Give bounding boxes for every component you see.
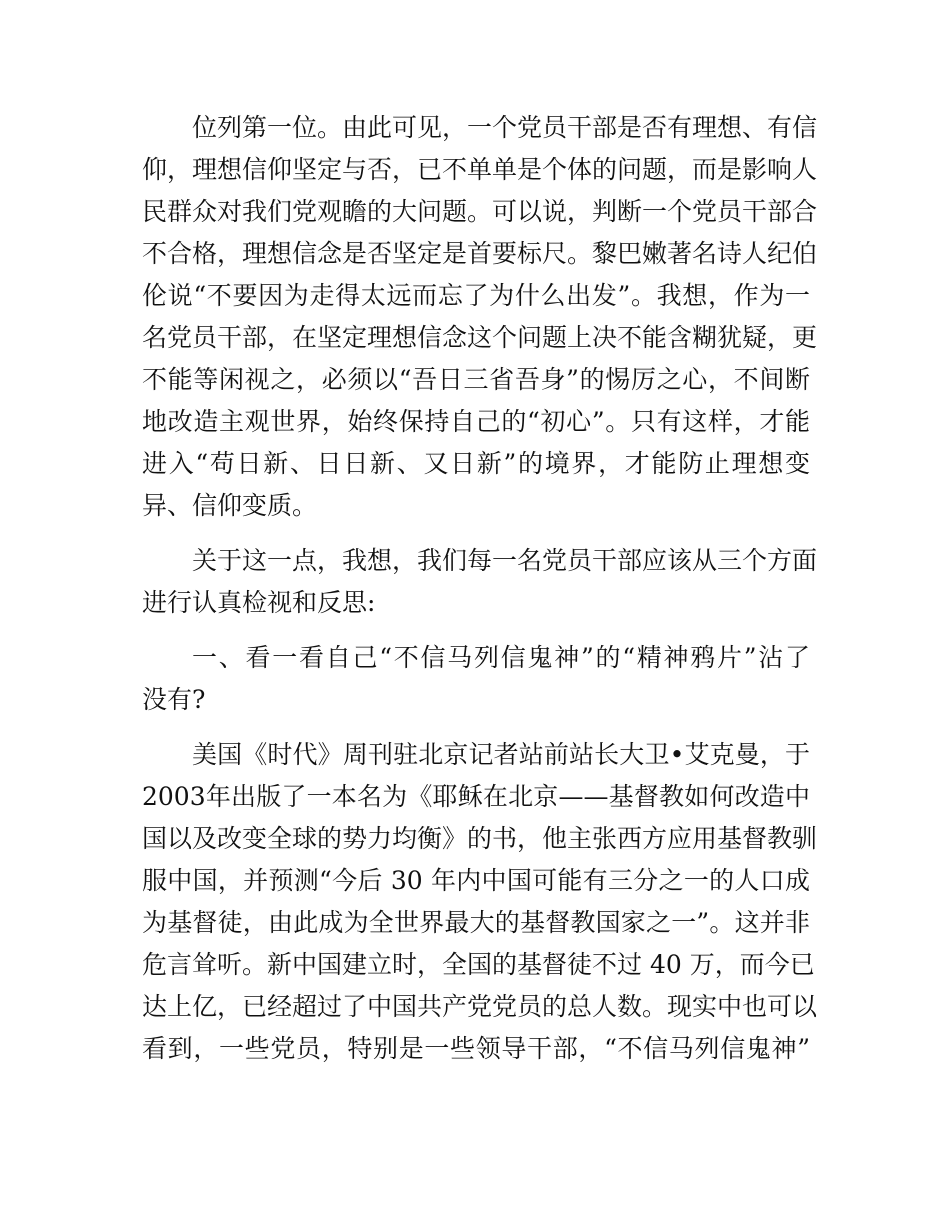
text-line: 名党员干部，在坚定理想信念这个问题上决不能含糊犹疑，更 [142,323,818,352]
text-line: 进行认真检视和反思: [142,588,376,617]
text-line: 看到，一些党员，特别是一些领导干部，“不信马列信鬼神” [142,1034,810,1063]
text-line: 地改造主观世界，始终保持自己的“初心”。只有这样，才能 [142,407,810,436]
text-line: 国以及改变全球的势力均衡》的书，他主张西方应用基督教驯 [142,824,818,853]
text-line: 民群众对我们党观瞻的大问题。可以说，判断一个党员干部合 [142,197,818,226]
text-line: 位列第一位。由此可见，一个党员干部是否有理想、有信 [192,113,818,142]
text-line: 2003年出版了一本名为《耶稣在北京——基督教如何改造中 [142,782,810,811]
text-line: 伦说“不要因为走得太远而忘了为什么出发”。我想，作为一 [142,281,810,310]
text-line: 不合格，理想信念是否坚定是首要标尺。黎巴嫩著名诗人纪伯 [142,239,818,268]
text-line: 仰，理想信仰坚定与否，已不单单是个体的问题，而是影响人 [142,155,818,184]
text-line: 关于这一点，我想，我们每一名党员干部应该从三个方面 [192,546,818,575]
text-line: 为基督徒，由此成为全世界最大的基督教国家之一”。这并非 [142,908,810,937]
text-line: 不能等闲视之，必须以“吾日三省吾身”的惕厉之心，不间断 [142,365,810,394]
text-line: 进入“苟日新、日日新、又日新”的境界，才能防止理想变 [142,449,810,478]
text-line: 危言耸听。新中国建立时，全国的基督徒不过 40 万，而今已 [142,950,815,979]
text-line: 服中国，并预测“今后 30 年内中国可能有三分之一的人口成 [142,866,810,895]
text-line: 美国《时代》周刊驻北京记者站前站长大卫•艾克曼，于 [192,740,810,769]
text-line: 异、信仰变质。 [142,491,318,520]
section-heading: 没有? [142,685,206,714]
section-heading: 一、看一看自己“不信马列信鬼神”的“精神鸦片”沾了 [192,643,810,672]
text-line: 达上亿，已经超过了中国共产党党员的总人数。现实中也可以 [142,992,818,1021]
